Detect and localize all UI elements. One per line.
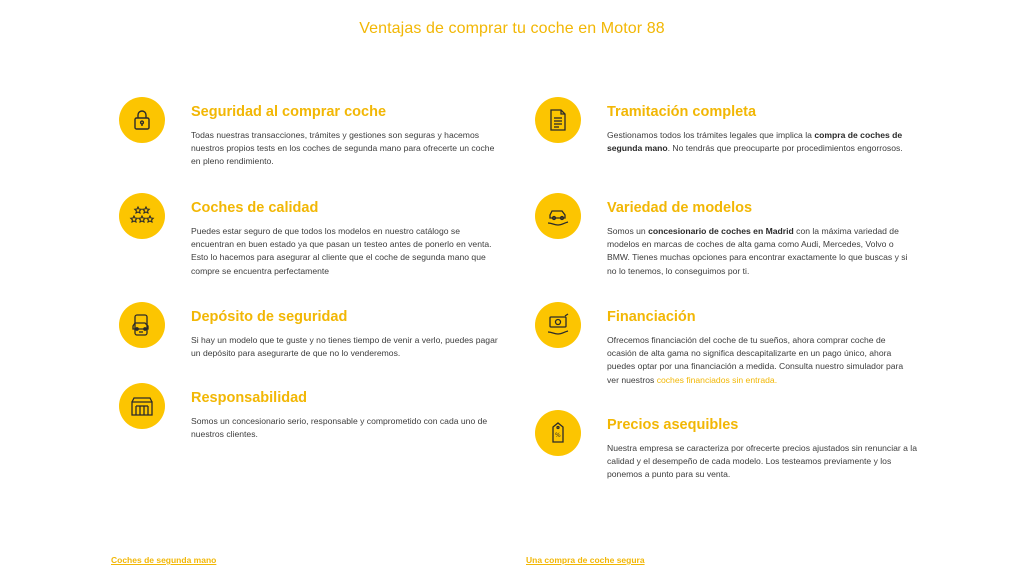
feature-description: Puedes estar seguro de que todos los modelos en nuestro catálogo se encuentran en buen estado ya que pasan un testeo antes de ponerlo en venta. Esto lo hacemos para asegurar al cliente que el coche de segunda mano que compre se encuentra perfectamente: [191, 226, 492, 276]
feature-description: Nuestra empresa se caracteriza por ofrecerte precios ajustados sin renunciar a la calidad y el desempeño de cada modelo. Los testeamos previamente y los ponemos a punto para su venta.: [607, 443, 918, 480]
feature-description: Si hay un modelo que te guste y no tienes tiempo de venir a verlo, puedes pagar un depósito para asegurarte de que no lo venderemos.: [191, 335, 498, 359]
price-tag-icon: [535, 410, 581, 456]
document-icon: [535, 97, 581, 143]
lock-icon: [119, 97, 165, 143]
svg-text:%: %: [555, 432, 561, 439]
feature-title: Tramitación completa: [607, 104, 757, 120]
feature-title: Variedad de modelos: [607, 200, 753, 216]
feature-title: Precios asequibles: [607, 417, 739, 433]
feature-title: Seguridad al comprar coche: [191, 104, 387, 120]
feature-title: Financiación: [607, 309, 696, 325]
money-hand-icon: [535, 302, 581, 348]
feature-description: Somos un concesionario de coches en Madrid con la máxima variedad de modelos en marcas de coches de alta gama como Audi, Mercedes, Volvo o BMW. Tienes muchas opciones para encontrar exactamente lo que buscas y si no lo tenemos, lo conseguimos por ti.: [607, 226, 908, 276]
feature-title: Coches de calidad: [191, 200, 319, 216]
feature-description: Gestionamos todos los trámites legales que implica la compra de coches de segunda mano. No tendrás que preocuparte por procedimientos engorrosos.: [607, 130, 903, 154]
footer-link-second-hand[interactable]: Coches de segunda mano: [111, 555, 217, 565]
bold-text: compra de coches de segunda mano: [607, 130, 903, 154]
footer-link-safe-purchase[interactable]: Una compra de coche segura: [526, 555, 645, 565]
stars-rating-icon: [119, 193, 165, 239]
page-title: Ventajas de comprar tu coche en Motor 88: [359, 20, 665, 37]
bold-text: concesionario de coches en Madrid: [648, 226, 794, 236]
feature-description: Todas nuestras transacciones, trámites y gestiones son seguras y hacemos nuestros propios tests en los coches de segunda mano para ofrecerte un coche en pleno rendimiento.: [191, 130, 495, 167]
feature-title: Responsabilidad: [191, 390, 308, 406]
car-hand-icon: [535, 193, 581, 239]
phone-car-icon: [119, 302, 165, 348]
dealership-icon: [119, 383, 165, 429]
feature-description: Somos un concesionario serio, responsable y comprometido con cada uno de nuestros clientes.: [191, 416, 488, 440]
feature-description: Ofrecemos financiación del coche de tu sueños, ahora comprar coche de ocasión de alta gama no significa descapitalizarte en un pago único, ahora puedes optar por una financiación a medida. Consulta nuestro simulador para ver nuestros coches financiados sin entrada.: [607, 335, 904, 385]
feature-title: Depósito de seguridad: [191, 309, 348, 325]
financed-cars-link[interactable]: coches financiados sin entrada.: [656, 374, 778, 385]
